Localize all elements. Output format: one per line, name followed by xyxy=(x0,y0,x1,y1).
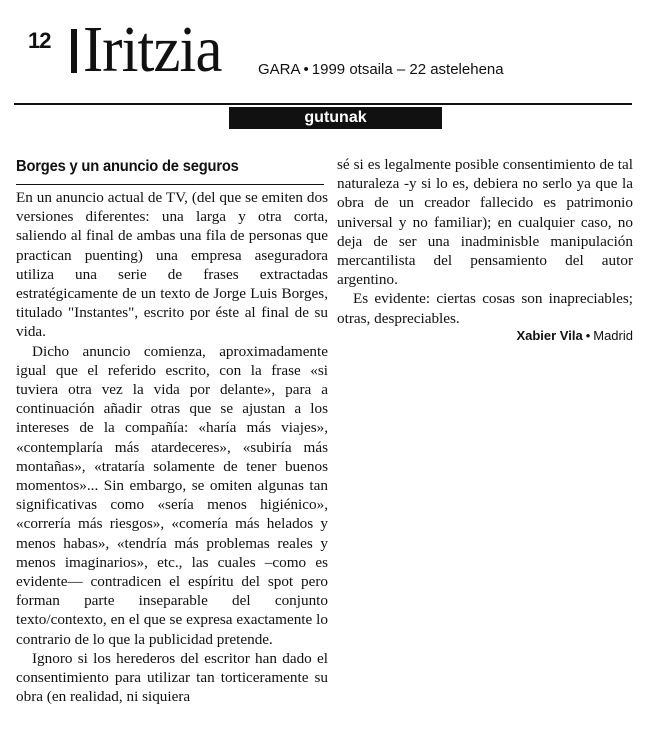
masthead xyxy=(0,0,652,100)
headline-rule xyxy=(16,184,324,185)
article-headline: Borges y un anuncio de seguros xyxy=(16,158,239,175)
section-title: Iritzia xyxy=(83,13,222,86)
page-number: 12 xyxy=(28,28,51,53)
article-column-right xyxy=(337,155,633,328)
article-paragraph: En un anuncio actual de TV, (del que se emiten dos versiones diferentes: una larga y otra corta, saliendo al final de ambas una fila de personas que practican puenting) una empresa aseguradora utiliza una serie de frases extractadas estratégicamente de un texto de Jorge Luis Borges, titulado "Instantes", escrito por éste al final de su vida. xyxy=(16,189,328,341)
article-paragraph: Dicho anuncio comienza, aproximadamente igual que el referido escrito, con la frase «si tuviera otra vez la vida por delante», para a continuación añadir otras que se ajustan a los intereses de la compañía: «haría más viajes», «contemplaría más atardeceres», «subiría más montañas», «trataría solamente de tener buenos momentos»... Sin embargo, se omiten algunas tan significativas como «sería menos higiénico», «correría más riesgos», «comería más helados y menos habas», «tendría más problemas reales y menos imaginarios», etc., las cuales –como es evidente— contradicen el espíritu del spot pero forman parte inseparable del conjunto texto/contexto, en el que se expresa exactamente lo contrario de lo que la publicidad pretende. xyxy=(16,342,328,648)
publication-date: 1999 otsaila – 22 astelehena xyxy=(311,61,504,78)
author-name: Xabier Vila xyxy=(516,328,583,343)
article-column-left xyxy=(16,188,328,737)
dateline xyxy=(258,61,504,78)
article-paragraph: sé si es legalmente posible consentimiento de tal naturaleza -y si lo es, debiera no serlo ya que la obra de un creador fallecido es patrimonio universal y no familiar); en cualquier caso, no deja de ser una inadminisble manipulación mercantilista del pensamiento del autor argentino. xyxy=(337,156,633,289)
article-paragraph: Ignoro si los herederos del escritor han dado el consentimiento para utilizar tan torticeramente su obra (en realidad, ni siquiera xyxy=(16,649,328,706)
article-paragraph: Es evidente: ciertas cosas son inapreciables; otras, despreciables. xyxy=(337,290,633,327)
signature xyxy=(337,328,633,343)
section-tag: gutunak xyxy=(229,107,442,129)
page-number-divider xyxy=(71,29,77,73)
signature-bullet: • xyxy=(585,328,591,343)
masthead-rule xyxy=(14,103,632,105)
publication-name: GARA xyxy=(258,61,301,78)
dateline-bullet: • xyxy=(303,61,309,78)
author-city: Madrid xyxy=(593,328,633,343)
